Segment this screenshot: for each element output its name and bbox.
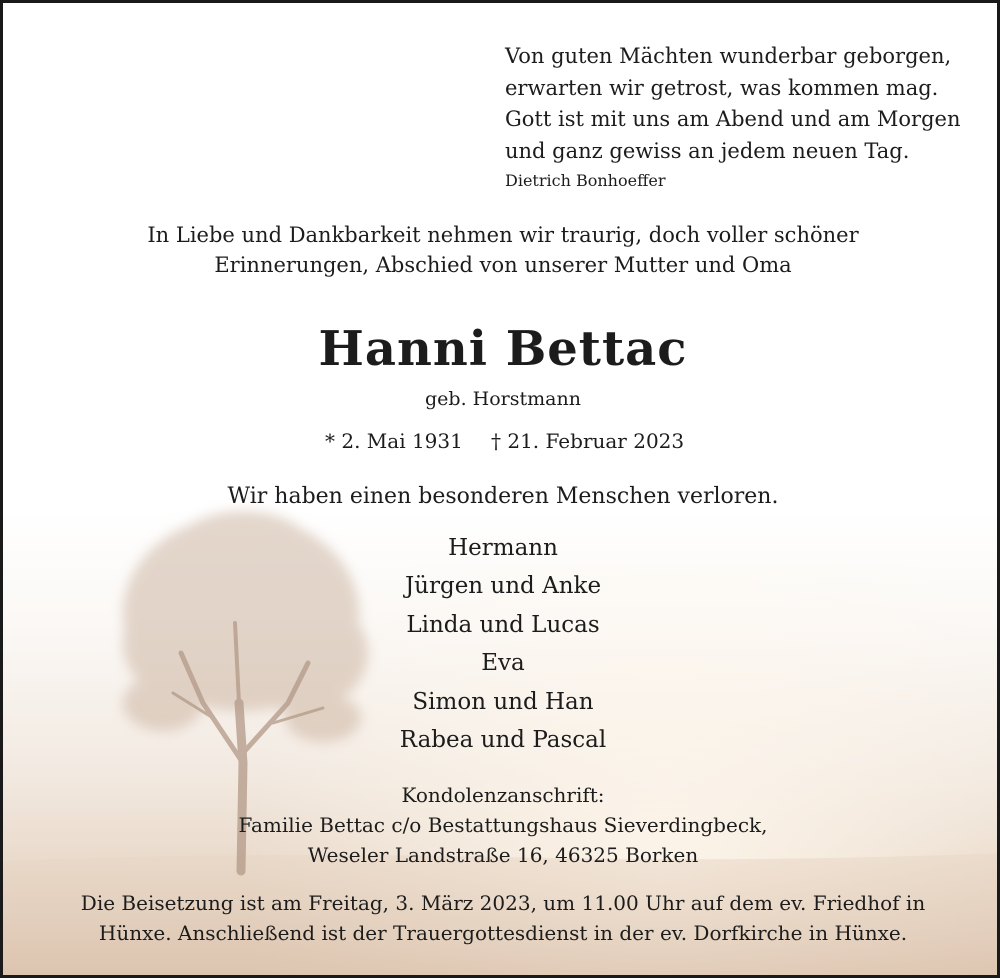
condolence-label: Kondolenzanschrift: bbox=[401, 783, 605, 807]
mourner-name: Eva bbox=[481, 650, 525, 677]
loss-statement: Wir haben einen besonderen Menschen verloren. bbox=[227, 484, 779, 509]
mourner-name: Linda und Lucas bbox=[406, 611, 600, 638]
condolence-address-line-2: Weseler Landstraße 16, 46325 Borken bbox=[307, 843, 699, 867]
deceased-name: Hanni Bettac bbox=[318, 321, 688, 377]
mourner-name: Hermann bbox=[448, 535, 558, 561]
poem-line: und ganz gewiss an jedem neuen Tag. bbox=[505, 138, 910, 163]
birth-date: * 2. Mai 1931 bbox=[325, 429, 463, 453]
funeral-info-line-2: Hünxe. Anschließend ist der Trauergottesdienst in der ev. Dorfkirche in Hünxe. bbox=[98, 921, 908, 945]
poem-author: Dietrich Bonhoeffer bbox=[505, 171, 666, 190]
mourner-name: Rabea und Pascal bbox=[399, 727, 607, 754]
mourner-name: Jürgen und Anke bbox=[404, 573, 602, 600]
mourner-name: Simon und Han bbox=[412, 688, 594, 715]
maiden-name: geb. Horstmann bbox=[425, 388, 581, 410]
intro-line-2: Erinnerungen, Abschied von unserer Mutter und Oma bbox=[214, 253, 792, 277]
poem-line: Gott ist mit uns am Abend und am Morgen bbox=[505, 107, 961, 131]
funeral-info-line-1: Die Beisetzung ist am Freitag, 3. März 2023, um 11.00 Uhr auf dem ev. Friedhof in bbox=[80, 891, 926, 915]
death-date: † 21. Februar 2023 bbox=[491, 429, 685, 453]
intro-line-1: In Liebe und Dankbarkeit nehmen wir traurig, doch voller schöner bbox=[147, 223, 859, 247]
poem-line: erwarten wir getrost, was kommen mag. bbox=[505, 75, 939, 100]
condolence-address-line-1: Familie Bettac c/o Bestattungshaus Sieverdingbeck, bbox=[238, 813, 768, 837]
poem-text bbox=[505, 41, 960, 167]
mourners-list bbox=[3, 529, 1000, 759]
poem-line: Von guten Mächten wunderbar geborgen, bbox=[505, 44, 952, 68]
